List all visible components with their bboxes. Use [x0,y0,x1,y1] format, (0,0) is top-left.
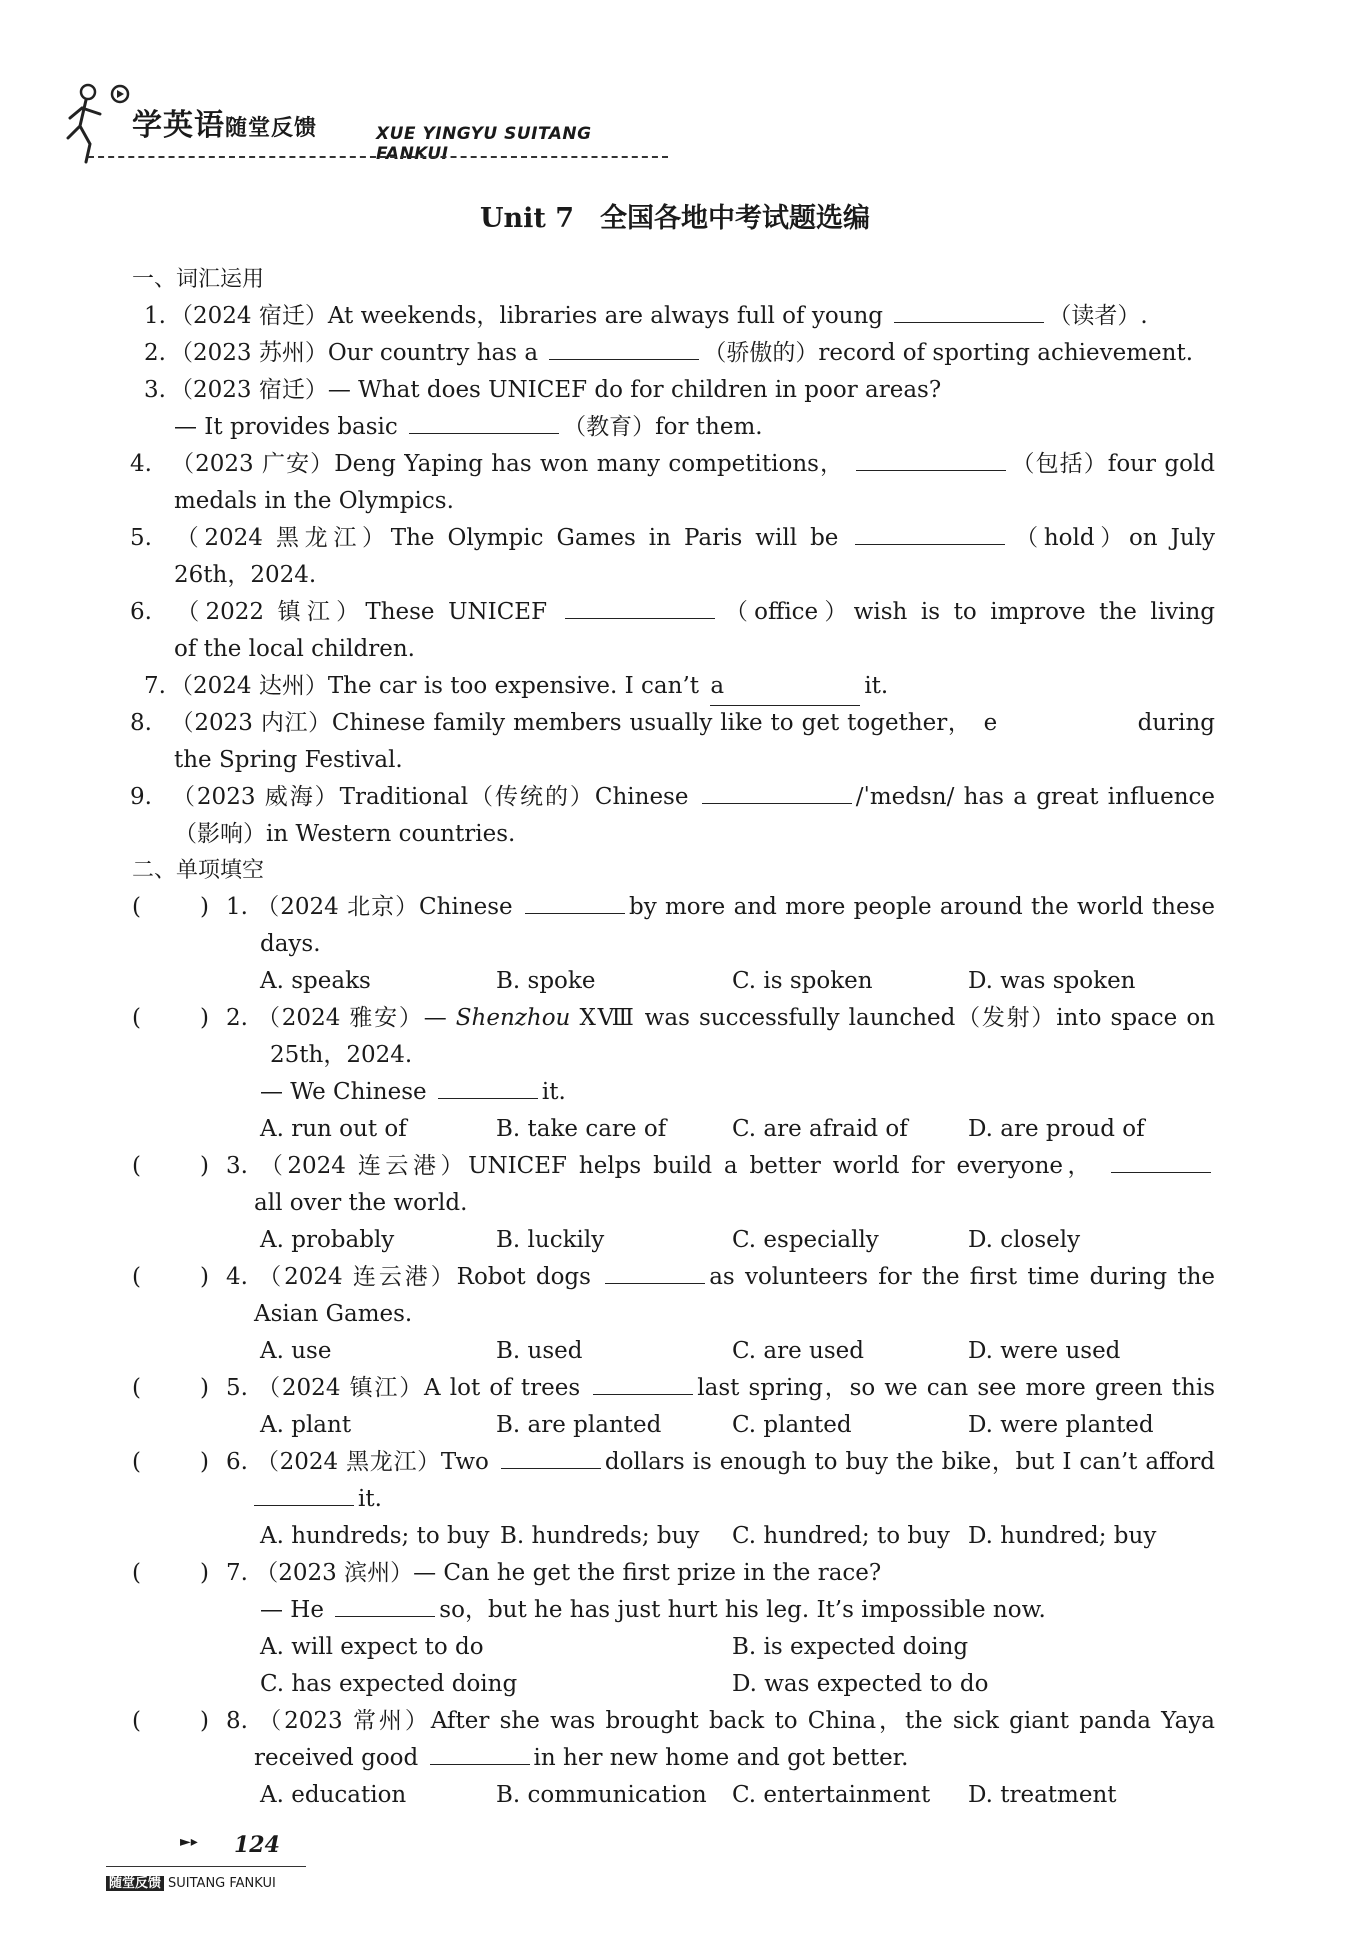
option-d[interactable]: D. were used [968,1338,1121,1364]
mc-question-2: ( ) 2. （2024 雅安）— Shenzhou XⅧ was successfully launched（发射）into space on [132,1005,1215,1031]
vocab-question-5: 5. （2024 黑龙江）The Olympic Games in Paris will be （hold）on July [130,520,1215,557]
answer-blank[interactable] [856,446,1006,471]
option-b[interactable]: B. take care of [496,1116,667,1142]
mc-options-3 [130,1222,1215,1259]
option-d[interactable]: D. was spoken [968,968,1136,994]
vocab-question-7: 7. （2024 达州）The car is too expensive. I can’t a it. [130,668,1215,705]
option-c[interactable]: C. hundred; to buy [732,1523,950,1549]
option-b[interactable]: B. hundreds; buy [500,1523,700,1549]
section-heading-vocabulary: 一、词汇运用 [132,267,265,292]
runner-logo-icon [60,78,140,168]
option-c[interactable]: C. is spoken [732,968,873,994]
answer-blank[interactable] [702,779,852,804]
option-d[interactable]: D. treatment [968,1782,1117,1808]
answer-blank[interactable] [565,594,715,619]
page-footer [106,1832,406,1892]
footer-rule [106,1866,306,1867]
option-b[interactable]: B. is expected doing [732,1634,969,1660]
logo-pinyin: XUE YINGYU SUITANG FANKUI [376,124,592,164]
vocab-question-5-cont: 26th，2024. [174,562,317,588]
answer-blank[interactable] [335,1592,435,1617]
vocab-question-1: 1. （2024 宿迁）At weekends，libraries are always full of young （读者）. [130,298,1215,335]
vocab-question-3: 3. （2023 宿迁）— What does UNICEF do for children in poor areas? [144,377,942,403]
answer-blank[interactable] [1111,1148,1211,1173]
vocab-question-2: 2. （2023 苏州）Our country has a （骄傲的）record of sporting achievement. [130,335,1215,372]
option-b[interactable]: B. are planted [496,1412,662,1438]
option-a[interactable]: A. hundreds; to buy [260,1523,490,1549]
answer-blank[interactable] [501,1444,601,1469]
option-d[interactable]: D. closely [968,1227,1081,1253]
footer-tag: 随堂反馈 SUITANG FANKUI [106,1872,276,1891]
mc-question-7-reply: — He so，but he has just hurt his leg. It’s impossible now. [130,1592,1215,1629]
mc-options-7b [130,1666,1215,1703]
answer-blank[interactable] [430,1740,530,1765]
vocab-question-4-cont: medals in the Olympics. [174,488,454,514]
answer-blank[interactable] [593,1370,693,1395]
answer-blank[interactable] [438,1074,538,1099]
option-d[interactable]: D. are proud of [968,1116,1145,1142]
vocab-question-8: 8. （2023 内江）Chinese family members usually like to get together， e during [130,705,1215,742]
option-b[interactable]: B. used [496,1338,583,1364]
answer-blank[interactable] [254,1481,354,1506]
mc-options-4 [130,1333,1215,1370]
option-c[interactable]: C. entertainment [732,1782,931,1808]
mc-question-8-cont: received good in her new home and got better. [130,1740,1215,1777]
page-title: Unit 7 全国各地中考试题选编 [479,203,871,234]
section-heading-multiple-choice: 二、单项填空 [132,858,265,883]
option-c[interactable]: C. planted [732,1412,852,1438]
option-a[interactable]: A. run out of [260,1116,407,1142]
option-d[interactable]: D. hundred; buy [968,1523,1157,1549]
option-b[interactable]: B. luckily [496,1227,605,1253]
answer-blank[interactable] [894,298,1044,323]
vocab-question-9: 9. （2023 威海）Traditional（传统的）Chinese /ˈmedsn/ has a great influence [130,779,1215,816]
mc-question-3-cont: all over the world. [254,1190,468,1216]
vocab-question-3-reply: — It provides basic （教育）for them. [130,409,1215,446]
mc-options-7a [130,1629,1215,1666]
answer-blank[interactable] [409,409,559,434]
mc-question-4-cont: Asian Games. [254,1301,413,1327]
worksheet-content [130,262,1215,1814]
mc-question-4: ( ) 4. （2024 连云港）Robot dogs as volunteers for the first time during the [130,1259,1215,1296]
double-arrow-icon: ►▸ [180,1834,198,1850]
mc-options-1 [130,963,1215,1000]
mc-question-2-reply: — We Chinese it. [130,1074,1215,1111]
answer-blank[interactable] [549,335,699,360]
mc-question-8: ( ) 8. （2023 常州）After she was brought back to China，the sick giant panda Yaya [132,1708,1215,1734]
mc-question-1: ( ) 1. （2024 北京）Chinese by more and more people around the world these [130,889,1215,926]
option-b[interactable]: B. communication [496,1782,707,1808]
mc-options-5 [130,1407,1215,1444]
option-d[interactable]: D. was expected to do [732,1671,989,1697]
vocab-question-6-cont: of the local children. [174,636,415,662]
option-a[interactable]: A. plant [260,1412,352,1438]
answer-blank[interactable] [605,1259,705,1284]
option-a[interactable]: A. probably [260,1227,395,1253]
option-c[interactable]: C. are used [732,1338,864,1364]
page-number: 124 [234,1832,280,1858]
mc-question-6: ( ) 6. （2024 黑龙江）Two dollars is enough to buy the bike，but I can’t afford [130,1444,1215,1481]
option-a[interactable]: A. use [260,1338,332,1364]
vocab-question-4: 4. （2023 广安）Deng Yaping has won many competitions， （包括）four gold [130,446,1215,483]
vocab-question-8-cont: the Spring Festival. [174,747,403,773]
answer-blank[interactable]: a [710,668,860,692]
mc-question-2-cont: 25th，2024. [270,1042,413,1068]
mc-question-3: ( ) 3. （2024 连云港）UNICEF helps build a better world for everyone， [130,1148,1215,1185]
mc-question-7: ( ) 7. （2023 滨州）— Can he get the first prize in the race? [132,1560,882,1586]
mc-options-2 [130,1111,1215,1148]
option-a[interactable]: A. speaks [260,968,371,994]
option-d[interactable]: D. were planted [968,1412,1154,1438]
answer-blank[interactable]: e [984,705,1134,729]
option-c[interactable]: C. are afraid of [732,1116,908,1142]
option-a[interactable]: A. education [260,1782,407,1808]
mc-question-1-cont: days. [260,931,321,957]
vocab-question-9-cont: （影响）in Western countries. [174,821,516,847]
answer-blank[interactable] [525,889,625,914]
header-logo [60,78,660,168]
option-c[interactable]: C. has expected doing [260,1671,518,1697]
logo-title: 学英语随堂反馈 [132,108,318,143]
mc-question-5: ( ) 5. （2024 镇江）A lot of trees last spring，so we can see more green this [130,1370,1215,1407]
mc-question-6-cont: it. [130,1481,1215,1518]
mc-options-6 [130,1518,1215,1555]
vocab-question-6: 6. （2022 镇江）These UNICEF （office）wish is to improve the living [130,594,1215,631]
logo-dashed-line [88,156,668,158]
option-a[interactable]: A. will expect to do [260,1634,484,1660]
option-b[interactable]: B. spoke [496,968,596,994]
answer-blank[interactable] [855,520,1005,545]
option-c[interactable]: C. especially [732,1227,879,1253]
mc-options-8 [130,1777,1215,1814]
